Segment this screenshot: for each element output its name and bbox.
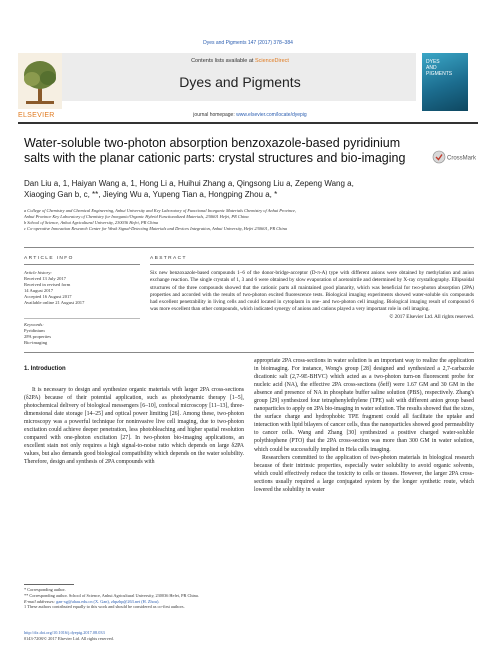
homepage-link[interactable]: www.elsevier.com/locate/dyepig [236, 112, 307, 118]
email-links[interactable]: gan-xg@ahau.edu.cn (X. Gan), zhpzhp@263.net (H. Zhou). [56, 598, 160, 604]
intro-right-column [254, 357, 474, 639]
email-label: E-mail addresses: [24, 598, 57, 604]
footnote: * Corresponding author. [24, 587, 66, 592]
footnote: ** Corresponding author. School of Science, Anhui Agricultural University, 230036 Hefei, PR China. [24, 592, 199, 598]
affiliation: b School of Science, Anhui Agricultural University, 230036 Hefei, PR China [24, 220, 159, 225]
title-line: Water-soluble two-photon absorption benzoxazole-based pyridinium [24, 136, 401, 150]
section-heading-introduction: 1. Introduction [24, 366, 66, 372]
abstract-divider [150, 264, 474, 265]
abstract-copyright: © 2017 Elsevier Ltd. All rights reserved. [389, 313, 474, 320]
abstract-end-divider [24, 352, 474, 353]
keyword: Pyridinium [24, 328, 45, 333]
footnotes [24, 587, 244, 610]
history-item: Available online 21 August 2017 [24, 300, 85, 305]
author-list [24, 178, 454, 200]
history-item: 14 August 2017 [24, 288, 54, 293]
svg-text:CrossMark: CrossMark [447, 155, 477, 162]
doi-block [24, 630, 244, 642]
journal-homepage [120, 112, 380, 118]
section-divider [24, 247, 474, 248]
intro-paragraph: It is necessary to design and synthesize organic materials with larger 2PA cross-sections (δ2PA) because of their potential application, such as photodynamic therapy [1–5], photochemical delivery of biological messengers [6–10], confocal microscopy [11–13], three-dimensional date storage [14–25] and optical power limiting [26]. Among these, two-photon microscopy was a powerful technique for noninvasive live cell imaging, due to two-photon excitation could achieve deeper penetration, less photobleaching and higher spatial resolution compared with one-photon excitation [27]. In two-photon bio-imaging applications, an excellent stain not only requires a high signal-to-noise ratio which depends on large δ2PA values, but also demands good biological compatibility which depends on the water solubility. Therefore, design and synthesis of 2PA compounds with [24, 387, 244, 466]
abstract-body [150, 270, 474, 321]
article-title [24, 136, 420, 166]
footnote: 1 These authors contributed equally to this work and should be considered as co-first authors. [24, 604, 185, 610]
cover-title-line: PIGMENTS [426, 71, 453, 77]
journal-reference[interactable]: Dyes and Pigments 147 (2017) 378–384 [203, 40, 293, 46]
elsevier-tree-logo [18, 53, 62, 109]
intro-left-column [24, 386, 244, 554]
intro-paragraph: appropriate 2PA cross-sections in water solution is an important way to realize the application in bioimaging. For instance, Wong's group [28] designed and synthesized a 2,7-carbazole dicationic salt (2,7-9E-BHVC) which acted as a two-photon turn-on fluorescent probe for nucleic acid (NA), the effective 2PA cross-sections (δeff) were 1.67 GM and 30 GM in the absence and presence of NA in phosphate buffer saline solution (PBS), respectively. Zhang's group [29] synthesized four tetraphenylethylene (TPE) salt with different anion group based nanoparticles to apply on 2PA bio-imaging in water solution. The results showed that the sizes, the surface charge and hydrophobic TPE fragment could all facilitate the uptake and interaction with lipid bilayers of cancer cells, thus the nanoparticles showed good permeability to cancer cells. Wang and Zhang [30] synthesized a positive charged water-soluble polythiophene (PTO) that the 2PA cross-section was more than 300 GM in water solution, which could be successfully implied in Hela cells imaging. [254, 358, 474, 453]
keyword: 2PA properties [24, 334, 52, 339]
crossmark-icon[interactable] [432, 150, 486, 164]
copyright-line: 0143-7208/© 2017 Elsevier Ltd. All rights reserved. [24, 635, 114, 641]
contents-line [120, 58, 360, 64]
keywords-label: Keywords: [24, 322, 44, 327]
affiliation: a College of Chemistry and Chemical Engineering, Anhui University and Key Laboratory of Functional Inorganic Materials Chemistry of Anhui Province, [24, 208, 297, 213]
title-line: salts with the planar cationic parts: crystal structures and bio-imaging [24, 151, 406, 165]
intro-paragraph: Researchers committed to the application of two-photon materials in biological research because of their intrinsic properties, especially water solubility to avoid organic solvents, which could effectively reduce the toxicity to cells or tissues. However, the larger 2PA cross-sections usually required a large conjugated system by the longer synthetic route, which lowered the solubility in water [254, 454, 474, 493]
keywords [24, 322, 140, 346]
article-info-heading: ARTICLE INFO [24, 256, 74, 261]
history-item: Received in revised form [24, 282, 71, 287]
footnote-divider [24, 584, 74, 585]
contents-prefix: Contents lists available at [191, 58, 255, 64]
header-divider [18, 122, 478, 124]
author-line[interactable]: Dan Liu a, 1, Haiyan Wang a, 1, Hong Li a, Huihui Zhang a, Qingsong Liu a, Zepeng Wang a, [24, 179, 354, 188]
journal-title: Dyes and Pigments [179, 74, 301, 90]
affiliation: c Co-operative Innovation Research Center for Weak Signal-Detecting Materials and Devices Integration, Anhui University, Hefei 230601, PR China [24, 226, 287, 231]
homepage-prefix: journal homepage: [193, 112, 237, 118]
sciencedirect-link[interactable]: ScienceDirect [254, 58, 289, 64]
cover-title-line: DYES [426, 59, 440, 65]
doi-link[interactable]: http://dx.doi.org/10.1016/j.dyepig.2017.08.033 [24, 630, 105, 635]
affiliation: Anhui Province Key Laboratory of Chemistry for Inorganic/Organic Hybrid Functionalized Materials, 230601 Hefei, PR China [24, 214, 249, 219]
keyword: Bio-imaging [24, 340, 48, 345]
publisher-name: ELSEVIER [18, 112, 55, 119]
journal-cover-image[interactable] [422, 53, 468, 111]
article-info-divider [24, 264, 140, 265]
history-item: Accepted 16 August 2017 [24, 294, 72, 299]
article-history [24, 270, 140, 306]
affiliations [24, 208, 474, 232]
abstract-heading: ABSTRACT [150, 256, 187, 261]
history-item: Received 13 July 2017 [24, 276, 66, 281]
keywords-divider [24, 318, 140, 319]
history-label: Article history: [24, 270, 52, 275]
cover-title-line: AND [426, 65, 437, 71]
author-line[interactable]: Xiaoging Gan b, c, **, Jieying Wu a, Yupeng Tian a, Hongping Zhou a, * [24, 190, 278, 199]
abstract-text: Six new benzoxazole-based compounds 1–6 of the donor-bridge-acceptor (D-π-A) type with different anions were obtained by methylation and anion exchange reaction. The single crystals of 1, 3 and 6 were obtained by slow evaporation of acetonitrile and determined by X-ray crystallography. Ellipsoidal structures of the three compounds showed that the cationic parts all maintained good planarity, which was beneficial for two-photon absorption (2PA) properties and accorded with the results of two-photon excited fluorescence tests. Biological imaging experiments showed water-soluble six compounds had excellent penetrability in living cells and could located in cytoplasm in one- and two-photon cell imaging. Biological imaging result of compound 6 was more excellent than other compounds, which indicated synergy of anions and cations played a very important role in cell imaging. [150, 270, 474, 313]
